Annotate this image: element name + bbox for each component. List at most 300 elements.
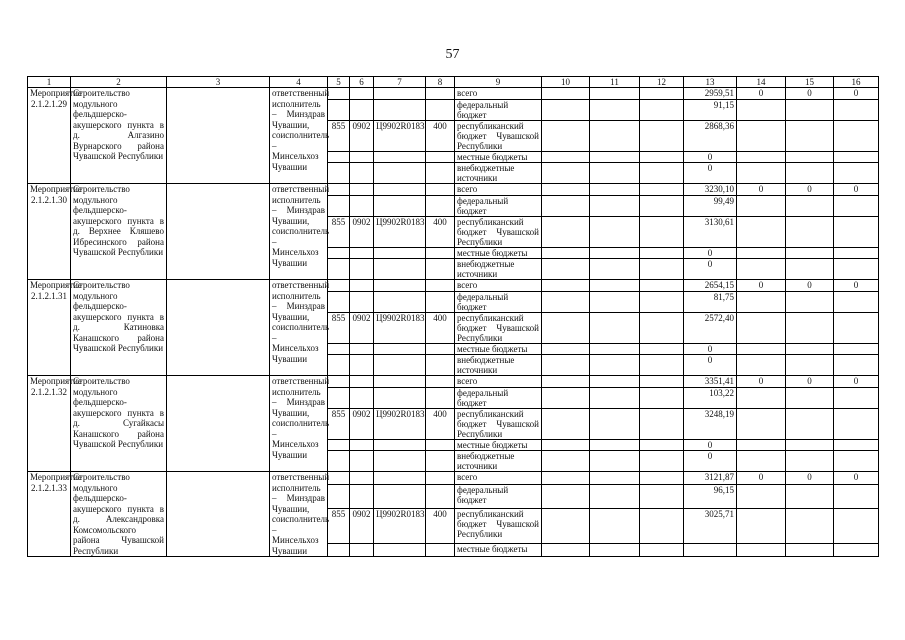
- amount-republic: 2572,40: [684, 312, 737, 343]
- year-empty: [737, 544, 786, 557]
- measure-label: Мероприятие 2.1.2.1.31: [28, 280, 71, 376]
- rz-code: 0902: [350, 216, 374, 247]
- rz-code: 0902: [350, 408, 374, 439]
- year-empty: [640, 195, 684, 216]
- year-empty: [834, 151, 879, 163]
- year-empty: [542, 291, 590, 312]
- year-empty: [590, 216, 640, 247]
- year-empty: [590, 88, 640, 100]
- year-empty: [786, 509, 834, 544]
- year-empty: [590, 184, 640, 196]
- code-empty: [328, 376, 350, 388]
- grbs-code: 855: [328, 509, 350, 544]
- year-empty: [737, 343, 786, 355]
- header-col-13: 13: [684, 77, 737, 88]
- year-empty: [737, 312, 786, 343]
- code-empty: [426, 544, 455, 557]
- year-empty: [590, 439, 640, 451]
- year-empty: [640, 544, 684, 557]
- source-label: федеральный бюджет: [455, 387, 542, 408]
- year-empty: [640, 439, 684, 451]
- csr-code: Ц9902R0183: [374, 312, 426, 343]
- col-3-cell: [167, 184, 270, 280]
- year-empty: [542, 544, 590, 557]
- year-empty: [834, 120, 879, 151]
- year-empty: [640, 291, 684, 312]
- code-empty: [426, 163, 455, 184]
- year-empty: [737, 195, 786, 216]
- year-empty: [590, 312, 640, 343]
- year-empty: [834, 247, 879, 259]
- code-empty: [350, 343, 374, 355]
- header-col-5: 5: [328, 77, 350, 88]
- header-col-6: 6: [350, 77, 374, 88]
- year-empty: [590, 451, 640, 472]
- year-empty: [640, 280, 684, 292]
- header-col-4: 4: [270, 77, 328, 88]
- source-label: всего: [455, 88, 542, 100]
- col-16-value: 0: [834, 376, 879, 388]
- col-14-value: 0: [737, 184, 786, 196]
- col-3-cell: [167, 472, 270, 557]
- code-empty: [350, 544, 374, 557]
- rz-code: 0902: [350, 509, 374, 544]
- table-row: [28, 472, 879, 485]
- year-empty: [737, 451, 786, 472]
- rz-code: 0902: [350, 312, 374, 343]
- year-empty: [590, 151, 640, 163]
- rz-code: 0902: [350, 120, 374, 151]
- amount-total: 2959,51: [684, 88, 737, 100]
- col-15-value: 0: [786, 88, 834, 100]
- col-15-value: 0: [786, 280, 834, 292]
- year-empty: [786, 216, 834, 247]
- header-row: [28, 77, 879, 88]
- year-empty: [542, 355, 590, 376]
- vr-code: 400: [426, 120, 455, 151]
- source-label: местные бюджеты: [455, 544, 542, 557]
- year-empty: [834, 163, 879, 184]
- year-empty: [542, 216, 590, 247]
- code-empty: [426, 343, 455, 355]
- source-label: республиканский бюджет Чувашской Республики: [455, 120, 542, 151]
- code-empty: [350, 355, 374, 376]
- source-label: внебюджетные источники: [455, 355, 542, 376]
- year-empty: [640, 216, 684, 247]
- code-empty: [374, 439, 426, 451]
- code-empty: [374, 151, 426, 163]
- header-col-7: 7: [374, 77, 426, 88]
- year-empty: [640, 451, 684, 472]
- code-empty: [426, 88, 455, 100]
- year-empty: [786, 247, 834, 259]
- code-empty: [374, 291, 426, 312]
- code-empty: [328, 280, 350, 292]
- measure-title: Строительство модульного фельдшерско-акушерского пункта в д. Алгазино Вурнарского района Чувашской Республики: [71, 88, 167, 184]
- amount-republic: 2868,36: [684, 120, 737, 151]
- header-col-12: 12: [640, 77, 684, 88]
- code-empty: [328, 544, 350, 557]
- col-15-value: 0: [786, 472, 834, 485]
- code-empty: [426, 151, 455, 163]
- code-empty: [374, 247, 426, 259]
- measure-label: Мероприятие 2.1.2.1.30: [28, 184, 71, 280]
- header-col-10: 10: [542, 77, 590, 88]
- year-empty: [737, 355, 786, 376]
- year-empty: [786, 291, 834, 312]
- code-empty: [350, 485, 374, 509]
- year-empty: [542, 120, 590, 151]
- amount-extra: 0: [684, 259, 737, 280]
- col-15-value: 0: [786, 376, 834, 388]
- year-empty: [640, 163, 684, 184]
- csr-code: Ц9902R0183: [374, 216, 426, 247]
- year-empty: [834, 544, 879, 557]
- year-empty: [640, 472, 684, 485]
- code-empty: [426, 291, 455, 312]
- source-label: федеральный бюджет: [455, 99, 542, 120]
- source-label: республиканский бюджет Чувашской Республики: [455, 408, 542, 439]
- vr-code: 400: [426, 509, 455, 544]
- code-empty: [350, 99, 374, 120]
- year-empty: [640, 151, 684, 163]
- source-label: республиканский бюджет Чувашской Республики: [455, 312, 542, 343]
- year-empty: [542, 509, 590, 544]
- year-empty: [834, 343, 879, 355]
- code-empty: [374, 472, 426, 485]
- code-empty: [328, 99, 350, 120]
- year-empty: [590, 99, 640, 120]
- measure-title: Строительство модульного фельдшерско-акушерского пункта в д. Верхнее Кляшево Ибресинского района Чувашской Республики: [71, 184, 167, 280]
- year-empty: [786, 439, 834, 451]
- year-empty: [590, 291, 640, 312]
- code-empty: [328, 259, 350, 280]
- executor-cell: ответственный исполнитель – Минздрав Чувашии, соисполнитель – Минсельхоз Чувашии: [270, 472, 328, 557]
- measure-title: Строительство модульного фельдшерско-акушерского пункта в д. Александровка Комсомольского района Чувашской Республики: [71, 472, 167, 557]
- amount-local: 0: [684, 247, 737, 259]
- year-empty: [542, 259, 590, 280]
- csr-code: Ц9902R0183: [374, 408, 426, 439]
- year-empty: [786, 99, 834, 120]
- header-col-14: 14: [737, 77, 786, 88]
- year-empty: [590, 247, 640, 259]
- col-14-value: 0: [737, 88, 786, 100]
- code-empty: [328, 88, 350, 100]
- year-empty: [737, 291, 786, 312]
- year-empty: [542, 343, 590, 355]
- col-16-value: 0: [834, 472, 879, 485]
- source-label: федеральный бюджет: [455, 485, 542, 509]
- year-empty: [737, 408, 786, 439]
- year-empty: [640, 355, 684, 376]
- year-empty: [640, 184, 684, 196]
- year-empty: [834, 355, 879, 376]
- code-empty: [374, 88, 426, 100]
- year-empty: [640, 247, 684, 259]
- header-col-9: 9: [455, 77, 542, 88]
- year-empty: [542, 376, 590, 388]
- code-empty: [350, 451, 374, 472]
- code-empty: [426, 439, 455, 451]
- source-label: местные бюджеты: [455, 247, 542, 259]
- grbs-code: 855: [328, 216, 350, 247]
- year-empty: [590, 408, 640, 439]
- year-empty: [640, 509, 684, 544]
- year-empty: [786, 195, 834, 216]
- col-14-value: 0: [737, 376, 786, 388]
- executor-cell: ответственный исполнитель – Минздрав Чувашии, соисполнитель – Минсельхоз Чувашии: [270, 280, 328, 376]
- code-empty: [350, 387, 374, 408]
- code-empty: [426, 259, 455, 280]
- page-number: 57: [445, 47, 460, 62]
- year-empty: [834, 259, 879, 280]
- code-empty: [374, 376, 426, 388]
- source-label: республиканский бюджет Чувашской Республики: [455, 509, 542, 544]
- csr-code: Ц9902R0183: [374, 509, 426, 544]
- year-empty: [640, 99, 684, 120]
- header-col-2: 2: [71, 77, 167, 88]
- amount-total: 2654,15: [684, 280, 737, 292]
- code-empty: [374, 259, 426, 280]
- code-empty: [426, 472, 455, 485]
- year-empty: [542, 485, 590, 509]
- year-empty: [737, 259, 786, 280]
- year-empty: [542, 151, 590, 163]
- code-empty: [374, 99, 426, 120]
- code-empty: [426, 247, 455, 259]
- col-15-value: 0: [786, 184, 834, 196]
- source-label: внебюджетные источники: [455, 451, 542, 472]
- code-empty: [374, 451, 426, 472]
- code-empty: [328, 195, 350, 216]
- code-empty: [328, 439, 350, 451]
- source-label: всего: [455, 472, 542, 485]
- source-label: всего: [455, 280, 542, 292]
- code-empty: [350, 163, 374, 184]
- year-empty: [542, 88, 590, 100]
- code-empty: [426, 195, 455, 216]
- measure-title: Строительство модульного фельдшерско-акушерского пункта в д. Катиновка Канашского района Чувашской Республики: [71, 280, 167, 376]
- year-empty: [834, 509, 879, 544]
- amount-federal: 91,15: [684, 99, 737, 120]
- code-empty: [374, 485, 426, 509]
- col-14-value: 0: [737, 472, 786, 485]
- code-empty: [350, 376, 374, 388]
- year-empty: [542, 247, 590, 259]
- year-empty: [542, 439, 590, 451]
- year-empty: [542, 163, 590, 184]
- header-col-1: 1: [28, 77, 71, 88]
- code-empty: [350, 259, 374, 280]
- code-empty: [328, 184, 350, 196]
- source-label: федеральный бюджет: [455, 291, 542, 312]
- year-empty: [542, 451, 590, 472]
- code-empty: [426, 376, 455, 388]
- code-empty: [350, 439, 374, 451]
- measure-title: Строительство модульного фельдшерско-акушерского пункта в д. Сугайкасы Канашского района Чувашской Республики: [71, 376, 167, 472]
- amount-total: 3351,41: [684, 376, 737, 388]
- year-empty: [590, 387, 640, 408]
- source-label: внебюджетные источники: [455, 163, 542, 184]
- year-empty: [786, 408, 834, 439]
- year-empty: [640, 312, 684, 343]
- year-empty: [786, 151, 834, 163]
- code-empty: [426, 451, 455, 472]
- year-empty: [834, 439, 879, 451]
- amount-total: 3121,87: [684, 472, 737, 485]
- code-empty: [350, 472, 374, 485]
- year-empty: [737, 509, 786, 544]
- year-empty: [786, 387, 834, 408]
- code-empty: [328, 151, 350, 163]
- year-empty: [737, 485, 786, 509]
- year-empty: [834, 485, 879, 509]
- year-empty: [786, 312, 834, 343]
- code-empty: [374, 544, 426, 557]
- year-empty: [590, 544, 640, 557]
- year-empty: [542, 184, 590, 196]
- executor-cell: ответственный исполнитель – Минздрав Чувашии, соисполнитель – Минсельхоз Чувашии: [270, 88, 328, 184]
- year-empty: [640, 387, 684, 408]
- year-empty: [786, 120, 834, 151]
- year-empty: [737, 247, 786, 259]
- year-empty: [590, 376, 640, 388]
- executor-cell: ответственный исполнитель – Минздрав Чувашии, соисполнитель – Минсельхоз Чувашии: [270, 376, 328, 472]
- amount-local: [684, 544, 737, 557]
- code-empty: [374, 163, 426, 184]
- col-3-cell: [167, 376, 270, 472]
- code-empty: [374, 195, 426, 216]
- code-empty: [328, 387, 350, 408]
- code-empty: [328, 485, 350, 509]
- source-label: местные бюджеты: [455, 343, 542, 355]
- year-empty: [834, 216, 879, 247]
- year-empty: [737, 216, 786, 247]
- code-empty: [350, 291, 374, 312]
- measure-label: Мероприятие 2.1.2.1.33: [28, 472, 71, 557]
- year-empty: [834, 312, 879, 343]
- year-empty: [834, 387, 879, 408]
- source-label: всего: [455, 376, 542, 388]
- amount-republic: 3130,61: [684, 216, 737, 247]
- source-label: республиканский бюджет Чувашской Республики: [455, 216, 542, 247]
- measure-label: Мероприятие 2.1.2.1.29: [28, 88, 71, 184]
- year-empty: [542, 99, 590, 120]
- year-empty: [590, 509, 640, 544]
- amount-federal: 103,22: [684, 387, 737, 408]
- code-empty: [350, 184, 374, 196]
- code-empty: [328, 451, 350, 472]
- amount-local: 0: [684, 439, 737, 451]
- year-empty: [542, 472, 590, 485]
- source-label: местные бюджеты: [455, 439, 542, 451]
- code-empty: [374, 184, 426, 196]
- year-empty: [542, 387, 590, 408]
- year-empty: [590, 259, 640, 280]
- year-empty: [542, 195, 590, 216]
- table-row: [28, 88, 879, 100]
- grbs-code: 855: [328, 120, 350, 151]
- year-empty: [640, 259, 684, 280]
- source-label: всего: [455, 184, 542, 196]
- code-empty: [374, 387, 426, 408]
- year-empty: [737, 99, 786, 120]
- col-3-cell: [167, 88, 270, 184]
- col-3-cell: [167, 280, 270, 376]
- amount-republic: 3248,19: [684, 408, 737, 439]
- header-col-15: 15: [786, 77, 834, 88]
- amount-federal: 99,49: [684, 195, 737, 216]
- year-empty: [737, 163, 786, 184]
- amount-extra: 0: [684, 163, 737, 184]
- table-row: [28, 184, 879, 196]
- program-table: [27, 76, 879, 557]
- year-empty: [590, 355, 640, 376]
- csr-code: Ц9902R0183: [374, 120, 426, 151]
- measure-label: Мероприятие 2.1.2.1.32: [28, 376, 71, 472]
- executor-cell: ответственный исполнитель – Минздрав Чувашии, соисполнитель – Минсельхоз Чувашии: [270, 184, 328, 280]
- year-empty: [737, 439, 786, 451]
- year-empty: [590, 343, 640, 355]
- code-empty: [350, 280, 374, 292]
- year-empty: [640, 485, 684, 509]
- year-empty: [590, 280, 640, 292]
- year-empty: [786, 451, 834, 472]
- source-label: местные бюджеты: [455, 151, 542, 163]
- year-empty: [786, 355, 834, 376]
- code-empty: [328, 472, 350, 485]
- year-empty: [786, 544, 834, 557]
- grbs-code: 855: [328, 408, 350, 439]
- header-col-3: 3: [167, 77, 270, 88]
- table-row: [28, 280, 879, 292]
- year-empty: [834, 195, 879, 216]
- vr-code: 400: [426, 408, 455, 439]
- header-col-8: 8: [426, 77, 455, 88]
- amount-republic: 3025,71: [684, 509, 737, 544]
- vr-code: 400: [426, 312, 455, 343]
- year-empty: [834, 291, 879, 312]
- code-empty: [350, 151, 374, 163]
- code-empty: [374, 280, 426, 292]
- year-empty: [834, 408, 879, 439]
- code-empty: [350, 247, 374, 259]
- table-row: [28, 376, 879, 388]
- year-empty: [786, 163, 834, 184]
- code-empty: [328, 291, 350, 312]
- code-empty: [328, 343, 350, 355]
- amount-federal: 96,15: [684, 485, 737, 509]
- code-empty: [426, 355, 455, 376]
- year-empty: [737, 120, 786, 151]
- col-16-value: 0: [834, 88, 879, 100]
- code-empty: [426, 184, 455, 196]
- vr-code: 400: [426, 216, 455, 247]
- code-empty: [426, 485, 455, 509]
- source-label: внебюджетные источники: [455, 259, 542, 280]
- amount-federal: 81,75: [684, 291, 737, 312]
- year-empty: [737, 387, 786, 408]
- code-empty: [328, 355, 350, 376]
- code-empty: [328, 163, 350, 184]
- year-empty: [834, 99, 879, 120]
- amount-extra: 0: [684, 355, 737, 376]
- year-empty: [640, 376, 684, 388]
- code-empty: [426, 280, 455, 292]
- year-empty: [542, 312, 590, 343]
- year-empty: [737, 151, 786, 163]
- col-14-value: 0: [737, 280, 786, 292]
